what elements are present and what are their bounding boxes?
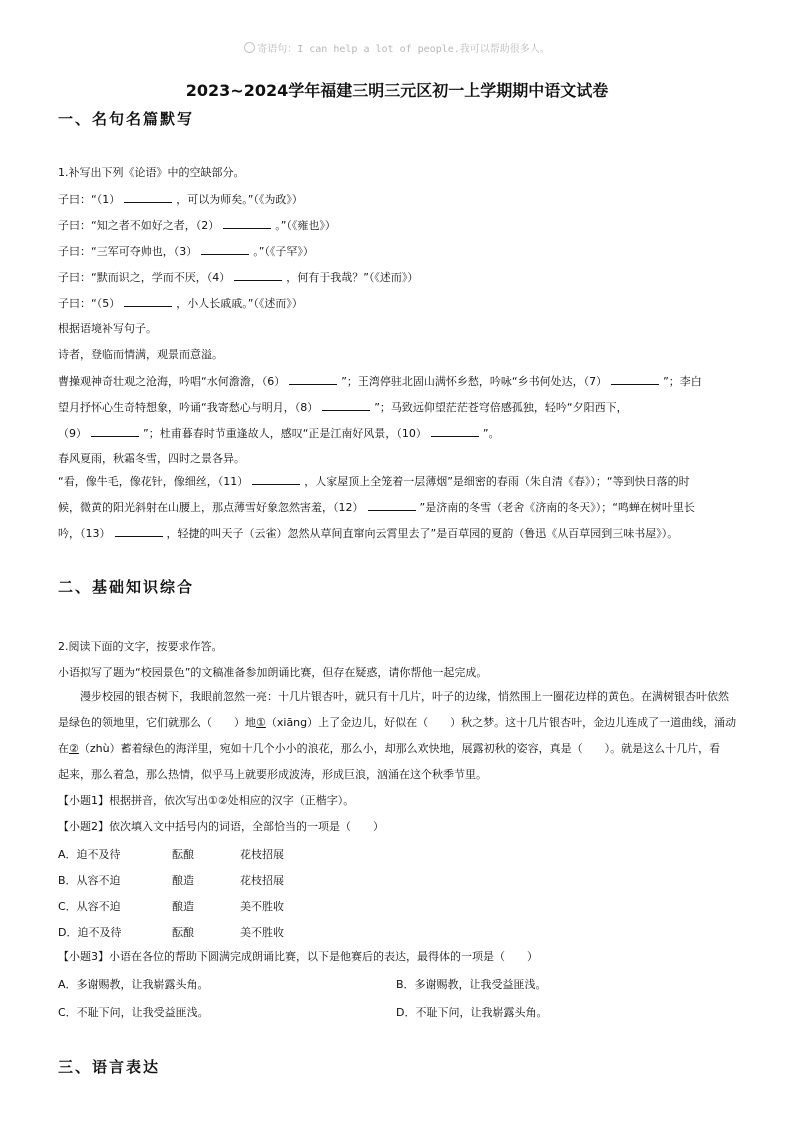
q1-line-14: 吟，（13） ，轻捷的叫天子（云雀）忽然从草间直窜向云霄里去了”是百草园的夏韵（鲁迅《从百草园到三味书屋》）。 xyxy=(58,527,679,540)
answer-blank[interactable] xyxy=(234,270,282,281)
section-heading-1: 一、名句名篇默写 xyxy=(58,110,195,128)
q1-line-11: 春风夏雨，秋霜冬雪，四时之景各异。 xyxy=(58,452,245,465)
q1-line-4: 子曰：“默而识之，学而不厌，（4） ，何有于我哉？”（《述而》） xyxy=(58,271,419,284)
option-3a[interactable]: A．多谢赐教，让我崭露头角。 xyxy=(58,978,209,991)
q2-paragraph-line-2: 是绿色的领地里，它们就那么（ ）地①（xiāng）上了金边儿，好似在（ ）秋之梦。这十几片银杏叶，金边儿连成了一道曲线，涌动 xyxy=(58,716,737,729)
q1-line-9: 望月抒怀心生奇特想象，吟诵“我寄愁心与明月，（8） ”；马致远仰望茫茫苍穹倍感孤独，轻吟“夕阳西下， xyxy=(58,401,628,414)
subquestion-2: 【小题2】依次填入文中括号内的词语，全部恰当的一项是（ ） xyxy=(58,820,384,833)
marker-1: ① xyxy=(256,716,266,729)
smile-icon xyxy=(244,42,255,53)
question-2-intro: 2.阅读下面的文字，按要求作答。 xyxy=(58,640,223,653)
q1-line-12: “看，像牛毛，像花针，像细丝，（11） ，人家屋顶上全笼着一层薄烟”是细密的春雨（朱自清《春》）；“等到快日落的时 xyxy=(58,475,690,488)
answer-blank[interactable] xyxy=(322,400,370,411)
q1-line-2: 子曰：“知之者不如好之者，（2） 。”（《雍也》） xyxy=(58,219,336,232)
watermark-text: 寄语句：I can help a lot of people.我可以帮助很多人。 xyxy=(257,44,550,55)
q1-line-13: 候，微黄的阳光斜射在山腰上，那点薄雪好象忽然害羞，（12） ”是济南的冬雪（老舍《济南的冬天》）；“鸣蝉在树叶里长 xyxy=(58,501,695,514)
q1-line-5: 子曰：“（5） ，小人长戚戚。”（《述而》） xyxy=(58,297,303,310)
answer-blank[interactable] xyxy=(124,296,172,307)
q1-line-8: 曹操观神奇壮观之沧海，吟唱“水何澹澹，（6） ”；王湾停驻北固山满怀乡愁，吟咏“乡书何处达，（7） ”；李白 xyxy=(58,375,702,388)
q1-line-3: 子曰：“三军可夺帅也，（3） 。”（《子罕》） xyxy=(58,245,314,258)
subquestion-1: 【小题1】根据拼音，依次写出①②处相应的汉字（正楷字）。 xyxy=(58,794,355,807)
answer-blank[interactable] xyxy=(289,374,337,385)
option-3b[interactable]: B．多谢赐教，让我受益匪浅。 xyxy=(396,978,547,991)
answer-blank[interactable] xyxy=(611,374,659,385)
q1-line-10: （9） ”；杜甫暮春时节重逢故人，感叹“正是江南好风景，（10） ”。 xyxy=(58,427,500,440)
section-heading-3: 三、语言表达 xyxy=(58,1058,161,1076)
answer-blank[interactable] xyxy=(252,474,300,485)
question-1-intro: 1.补写出下列《论语》中的空缺部分。 xyxy=(58,166,245,179)
q1-line-7: 诗者，登临而情满，观景而意溢。 xyxy=(58,348,223,361)
q2-paragraph-line-4: 起来，那么着急，那么热情，似乎马上就要形成波涛，形成巨浪，汹涌在这个秋季节里。 xyxy=(58,768,487,781)
section-heading-2: 二、基础知识综合 xyxy=(58,578,195,596)
marker-2: ② xyxy=(69,742,79,755)
answer-blank[interactable] xyxy=(91,426,139,437)
q1-line-6: 根据语境补写句子。 xyxy=(58,322,157,335)
option-3c[interactable]: C．不耻下问，让我受益匪浅。 xyxy=(58,1006,209,1019)
answer-blank[interactable] xyxy=(368,500,416,511)
watermark xyxy=(0,40,794,55)
answer-blank[interactable] xyxy=(115,526,163,537)
answer-blank[interactable] xyxy=(223,218,271,229)
answer-blank[interactable] xyxy=(431,426,479,437)
answer-blank[interactable] xyxy=(124,192,172,203)
q2-line-1: 小语拟写了题为“校园景色”的文稿准备参加朗诵比赛，但存在疑惑，请你帮他一起完成。 xyxy=(58,666,488,679)
page-title: 2023~2024学年福建三明三元区初一上学期期中语文试卷 xyxy=(185,81,609,100)
q2-paragraph-line-3: 在②（zhù）蓄着绿色的海洋里，宛如十几个小小的浪花，那么小，却那么欢快地，展露初秋的姿容，真是（ ）。就是这么十几片，看 xyxy=(58,742,721,755)
option-3d[interactable]: D．不耻下问，让我崭露头角。 xyxy=(396,1006,548,1019)
q1-line-1: 子曰：“（1） ，可以为师矣。”（《为政》） xyxy=(58,193,303,206)
q2-paragraph-line-1: 漫步校园的银杏树下，我眼前忽然一亮：十几片银杏叶，就只有十几片，叶子的边缘，悄然围上一圈花边样的黄色。在满树银杏叶依然 xyxy=(80,690,729,703)
subquestion-3: 【小题3】小语在各位的帮助下圆满完成朗诵比赛，以下是他赛后的表达，最得体的一项是（ ） xyxy=(58,950,538,963)
answer-blank[interactable] xyxy=(201,244,249,255)
